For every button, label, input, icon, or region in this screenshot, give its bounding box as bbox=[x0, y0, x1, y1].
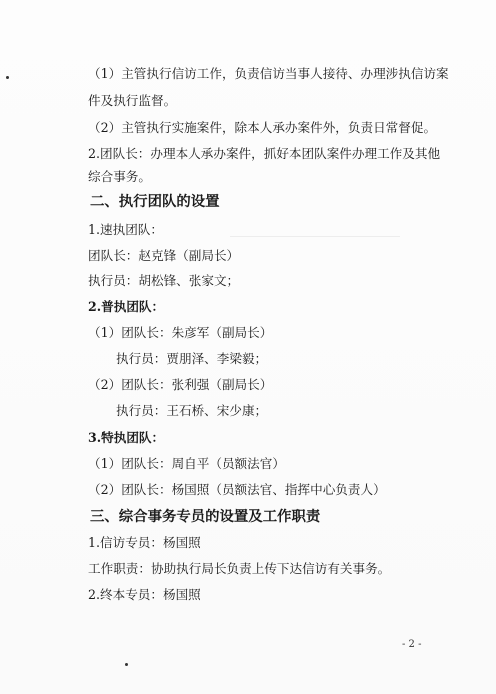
paragraph-line: 团队长：赵克锋（副局长） bbox=[88, 248, 240, 263]
paragraph-line: （2）团队长：张利强（副局长） bbox=[88, 377, 273, 392]
paragraph-line: 1.信访专员：杨国照 bbox=[88, 535, 201, 550]
bleed-through-rule bbox=[230, 236, 400, 237]
paragraph-line: （1）团队长：朱彦军（副局长） bbox=[88, 325, 273, 340]
paragraph-line: （1）团队长：周自平（员额法官） bbox=[88, 456, 285, 471]
paragraph-line: 工作职责：协助执行局长负责上传下达信访有关事务。 bbox=[88, 561, 391, 576]
section-heading: 二、执行团队的设置 bbox=[90, 193, 220, 210]
paragraph-line: 1.速执团队： bbox=[88, 222, 163, 237]
paragraph-line: 综合事务。 bbox=[88, 169, 151, 184]
paragraph-line: 3.特执团队： bbox=[88, 430, 165, 445]
paragraph-line: 2.普执团队： bbox=[88, 299, 165, 314]
paragraph-line: 执行员：王石桥、宋少康； bbox=[116, 403, 268, 418]
paragraph-line: 2.终本专员：杨国照 bbox=[88, 587, 201, 602]
scan-speck bbox=[6, 76, 9, 79]
page-number: - 2 - bbox=[402, 639, 422, 650]
paragraph-line: 件及执行监督。 bbox=[88, 93, 177, 108]
paragraph-line: （1）主管执行信访工作，负责信访当事人接待、办理涉执信访案 bbox=[88, 66, 449, 81]
section-heading: 三、综合事务专员的设置及工作职责 bbox=[90, 508, 321, 525]
paragraph-line: 执行员：贾朋泽、李梁毅； bbox=[116, 351, 268, 366]
paragraph-line: （2）主管执行实施案件，除本人承办案件外，负责日常督促。 bbox=[88, 120, 437, 135]
scan-speck bbox=[125, 663, 128, 666]
paragraph-line: 2.团队长：办理本人承办案件，抓好本团队案件办理工作及其他 bbox=[88, 146, 441, 161]
paragraph-line: 执行员：胡松锋、张家文； bbox=[88, 273, 240, 288]
paragraph-line: （2）团队长：杨国照（员额法官、指挥中心负责人） bbox=[88, 482, 386, 497]
